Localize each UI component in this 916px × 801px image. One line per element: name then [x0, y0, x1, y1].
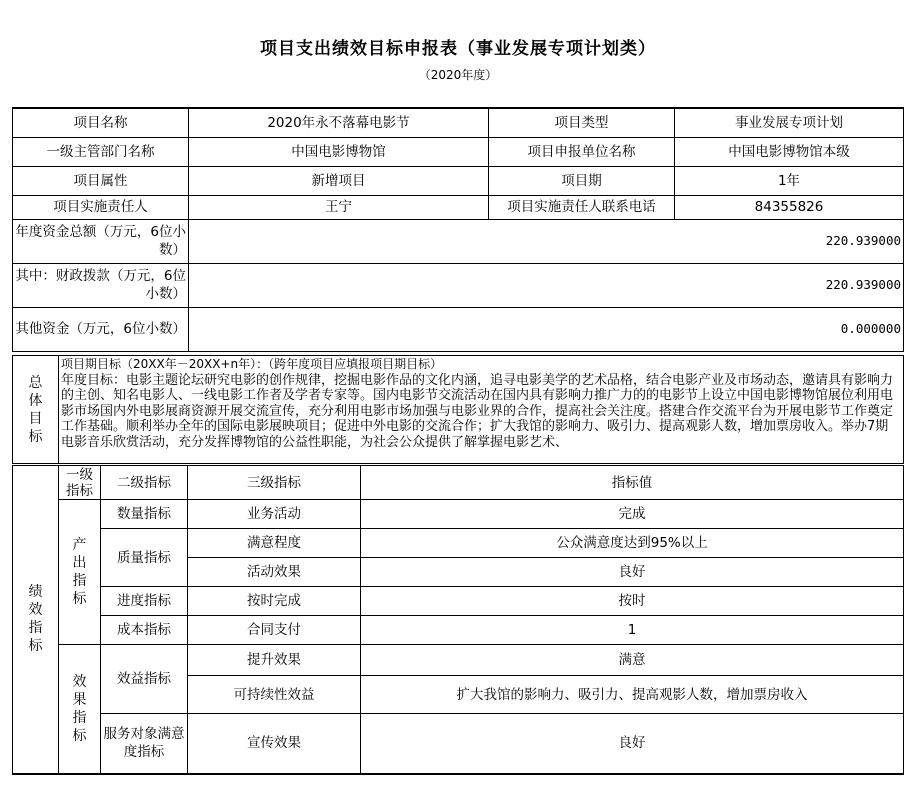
perf-label: 绩效指标 [13, 466, 59, 774]
quality-l3a: 满意程度 [188, 529, 361, 558]
quality-label: 质量指标 [101, 529, 188, 587]
quantity-value: 完成 [361, 500, 904, 529]
header-level1: 一级指标 [59, 466, 101, 500]
quantity-l3: 业务活动 [188, 500, 361, 529]
benefit-value-b: 扩大我馆的影响力、吸引力、提高观影人数，增加票房收入 [361, 676, 904, 714]
period-label: 项目期 [489, 166, 675, 195]
phone-value: 84355826 [675, 195, 904, 219]
effect-label: 效果指标 [59, 645, 101, 774]
quality-value-b: 良好 [361, 558, 904, 587]
goal-text-cell [59, 356, 904, 464]
service-value: 良好 [361, 714, 904, 774]
project-name-value: 2020年永不落幕电影节 [189, 108, 489, 137]
project-type-value: 事业发展专项计划 [675, 108, 904, 137]
total-funds-value: 220.939000 [189, 219, 904, 263]
phone-label: 项目实施责任人联系电话 [489, 195, 675, 219]
other-funds-value: 0.000000 [189, 307, 904, 351]
period-value: 1年 [675, 166, 904, 195]
page-title: 项目支出绩效目标申报表（事业发展专项计划类） [260, 39, 656, 59]
goal-annual-text: 年度目标：电影主题论坛研究电影的创作规律，挖掘电影作品的文化内涵，追寻电影美学的艺术品格，结合电影产业及市场动态，邀请具有影响力的主创、知名电影人、一线电影工作者及学者专家等。国内电影节交流活动在国内具有影响力推广力的的电影节上设立中国电影博物馆展位利用电影市场国内外电影展商资源开展交流宣传，充分利用电影市场加强与电影业界的合作，提高社会关注度。搭建合作交流平台为开展电影节工作奠定工作基础。顺利举办全年的国际电影展映项目；促进中外电影的交流合作；扩大我馆的影响力、吸引力、提高观影人数，增加票房收入。举办7期电影音乐欣赏活动，充分发挥博物馆的公益性职能，为社会公众提供了解掌握电影艺术、 [61, 372, 894, 450]
dept-value: 中国电影博物馆 [189, 137, 489, 166]
quality-value-a: 公众满意度达到95%以上 [361, 529, 904, 558]
fiscal-funds-value: 220.939000 [189, 263, 904, 307]
benefit-value-a: 满意 [361, 645, 904, 676]
service-l3: 宣传效果 [188, 714, 361, 774]
unit-value: 中国电影博物馆本级 [675, 137, 904, 166]
report-year: （2020年度） [418, 68, 498, 82]
attr-label: 项目属性 [13, 166, 189, 195]
performance-table [12, 465, 904, 775]
goal-label: 总体目标 [13, 356, 59, 464]
benefit-label: 效益指标 [101, 645, 188, 714]
header-level3: 三级指标 [188, 466, 361, 500]
other-funds-label: 其他资金（万元，6位小数） [13, 307, 189, 351]
benefit-l3b: 可持续性效益 [188, 676, 361, 714]
project-type-label: 项目类型 [489, 108, 675, 137]
header-level2: 二级指标 [101, 466, 188, 500]
project-name-label: 项目名称 [13, 108, 189, 137]
fiscal-funds-label: 其中：财政拨款（万元，6位小数） [13, 263, 189, 307]
benefit-l3a: 提升效果 [188, 645, 361, 676]
project-info-table [12, 107, 904, 352]
cost-l3: 合同支付 [188, 616, 361, 645]
goal-table [12, 355, 904, 464]
progress-l3: 按时完成 [188, 587, 361, 616]
goal-period-line: 项目期目标（20XX年－20XX+n年）：（跨年度项目应填报项目期目标） [61, 357, 443, 371]
cost-value: 1 [361, 616, 904, 645]
service-label: 服务对象满意度指标 [101, 714, 188, 774]
total-funds-label: 年度资金总额（万元，6位小数） [13, 219, 189, 263]
output-label: 产出指标 [59, 500, 101, 645]
dept-label: 一级主管部门名称 [13, 137, 189, 166]
attr-value: 新增项目 [189, 166, 489, 195]
progress-label: 进度指标 [101, 587, 188, 616]
quality-l3b: 活动效果 [188, 558, 361, 587]
owner-label: 项目实施责任人 [13, 195, 189, 219]
quantity-label: 数量指标 [101, 500, 188, 529]
owner-value: 王宁 [189, 195, 489, 219]
header-value: 指标值 [361, 466, 904, 500]
unit-label: 项目申报单位名称 [489, 137, 675, 166]
cost-label: 成本指标 [101, 616, 188, 645]
progress-value: 按时 [361, 587, 904, 616]
